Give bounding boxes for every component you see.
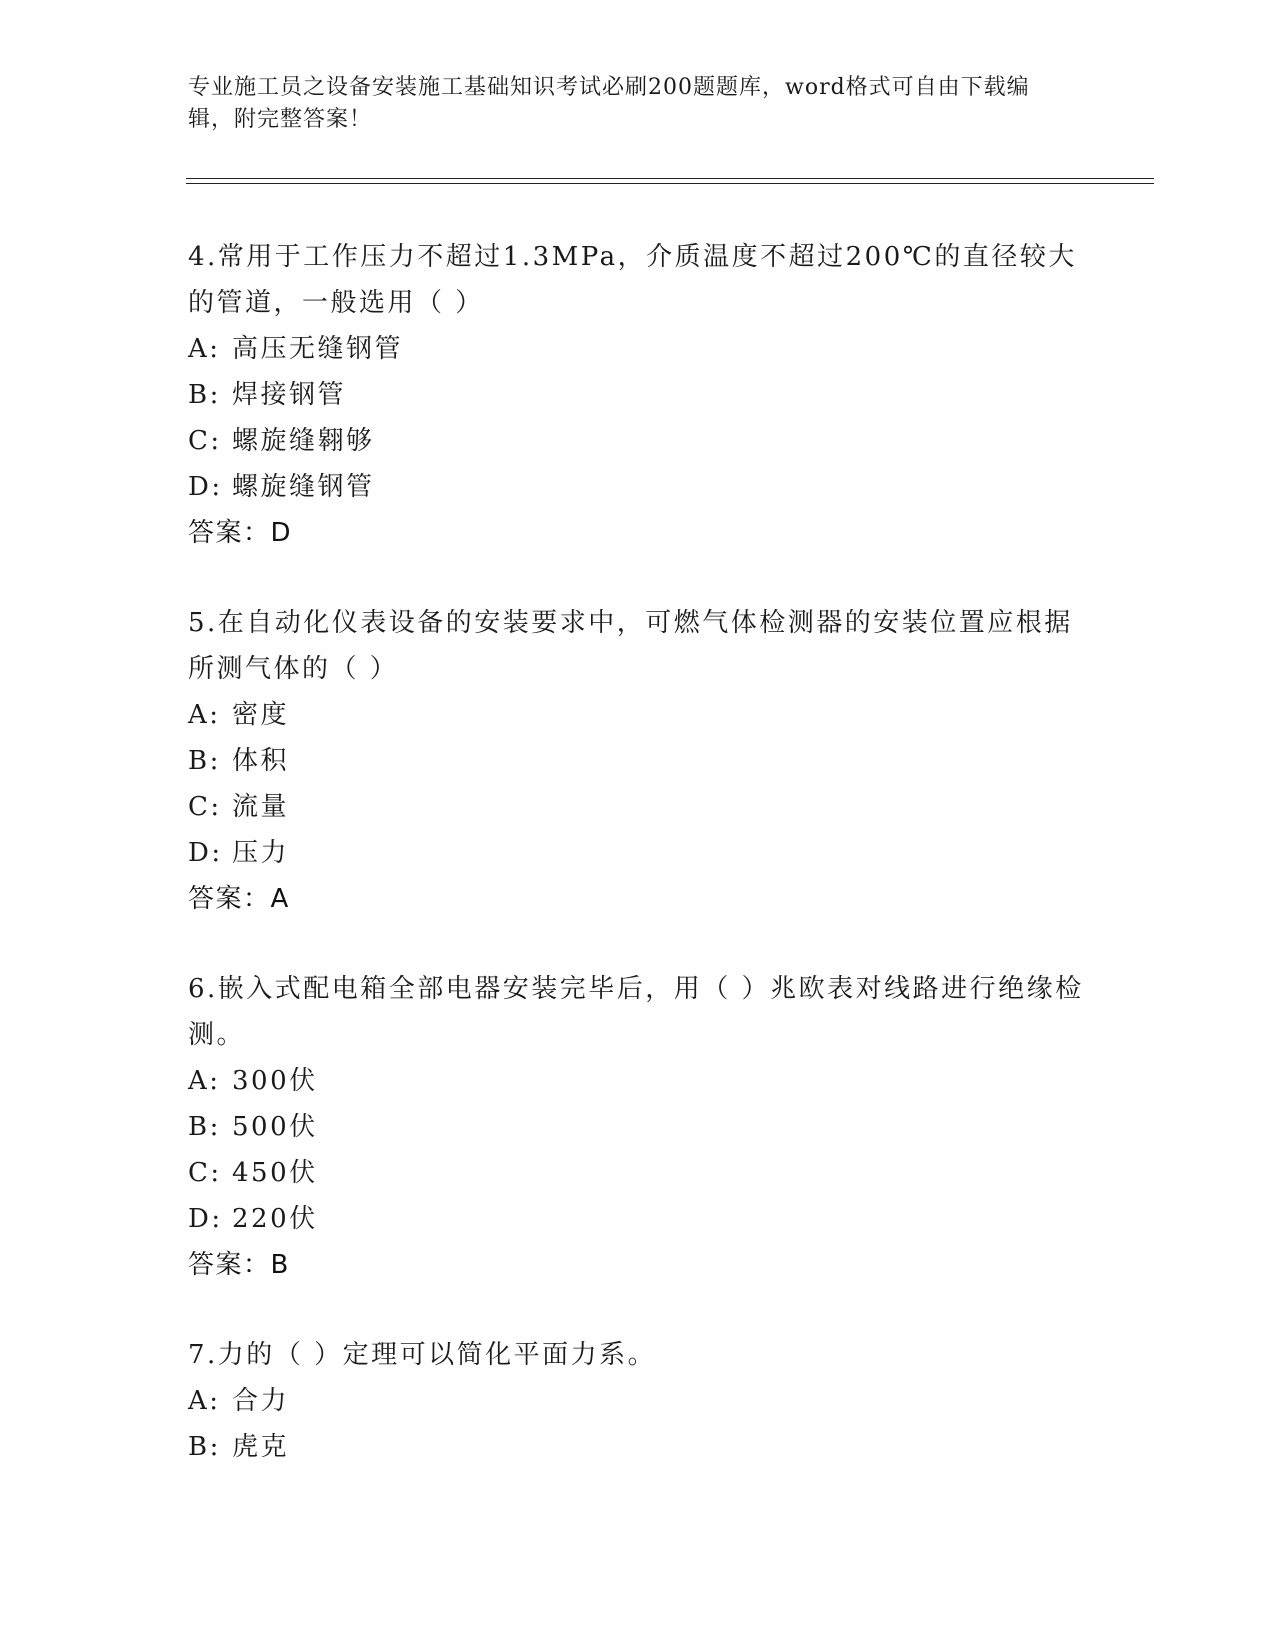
answer-line: 答案：D (188, 518, 293, 548)
option-letter: C: (188, 1158, 222, 1188)
option-letter: C: (188, 792, 222, 822)
option-text: 焊接钢管 (232, 380, 347, 410)
option-text: 虎克 (232, 1432, 290, 1462)
option-letter: B: (188, 1432, 221, 1462)
question-stem: 4.常用于工作压力不超过1.3MPa，介质温度不超过200℃的直径较大的管道，一般选用（ ） (188, 242, 1077, 318)
question-stem: 7.力的（ ）定理可以简化平面力系。 (188, 1340, 657, 1370)
option-d (188, 1196, 1088, 1242)
option-text: 压力 (232, 838, 290, 868)
option-letter: C: (188, 426, 222, 456)
option-text: 体积 (232, 746, 290, 776)
header-divider-bottom (186, 183, 1154, 184)
option-b (188, 738, 1088, 784)
question-stem: 5.在自动化仪表设备的安装要求中，可燃气体检测器的安装位置应根据所测气体的（ ） (188, 608, 1073, 684)
option-letter: A: (188, 1386, 221, 1416)
question-stem: 6.嵌入式配电箱全部电器安装完毕后，用（ ）兆欧表对线路进行绝缘检测。 (188, 974, 1084, 1050)
option-text: 300伏 (232, 1066, 318, 1096)
option-c (188, 784, 1088, 830)
option-text: 220伏 (232, 1204, 318, 1234)
option-letter: D: (188, 472, 223, 502)
option-letter: D: (188, 1204, 223, 1234)
option-b (188, 372, 1088, 418)
question-7 (188, 1332, 1088, 1470)
option-letter: A: (188, 334, 221, 364)
option-text: 密度 (232, 700, 290, 730)
option-a (188, 1378, 1088, 1424)
option-text: 500伏 (232, 1112, 318, 1142)
option-text: 流量 (232, 792, 290, 822)
option-letter: A: (188, 700, 221, 730)
option-text: 高压无缝钢管 (232, 334, 404, 364)
option-text: 450伏 (232, 1158, 318, 1188)
option-b (188, 1104, 1088, 1150)
option-text: 合力 (232, 1386, 290, 1416)
option-text: 螺旋缝钢管 (232, 472, 375, 502)
answer-line: 答案：A (188, 884, 290, 914)
option-letter: B: (188, 1112, 221, 1142)
option-letter: B: (188, 746, 221, 776)
option-d (188, 830, 1088, 876)
option-b (188, 1424, 1088, 1470)
option-a (188, 1058, 1088, 1104)
answer-line: 答案：B (188, 1250, 290, 1280)
option-c (188, 418, 1088, 464)
option-a (188, 692, 1088, 738)
option-c (188, 1150, 1088, 1196)
document-header: 专业施工员之设备安装施工基础知识考试必刷200题题库，word格式可自由下载编辑，附完整答案！ (188, 75, 1030, 132)
option-letter: A: (188, 1066, 221, 1096)
option-text: 螺旋缝翱够 (232, 426, 375, 456)
question-6 (188, 966, 1088, 1288)
option-letter: D: (188, 838, 223, 868)
question-5 (188, 600, 1088, 922)
question-4 (188, 234, 1088, 556)
option-d (188, 464, 1088, 510)
header-divider-top (186, 178, 1154, 179)
option-letter: B: (188, 380, 221, 410)
option-a (188, 326, 1088, 372)
